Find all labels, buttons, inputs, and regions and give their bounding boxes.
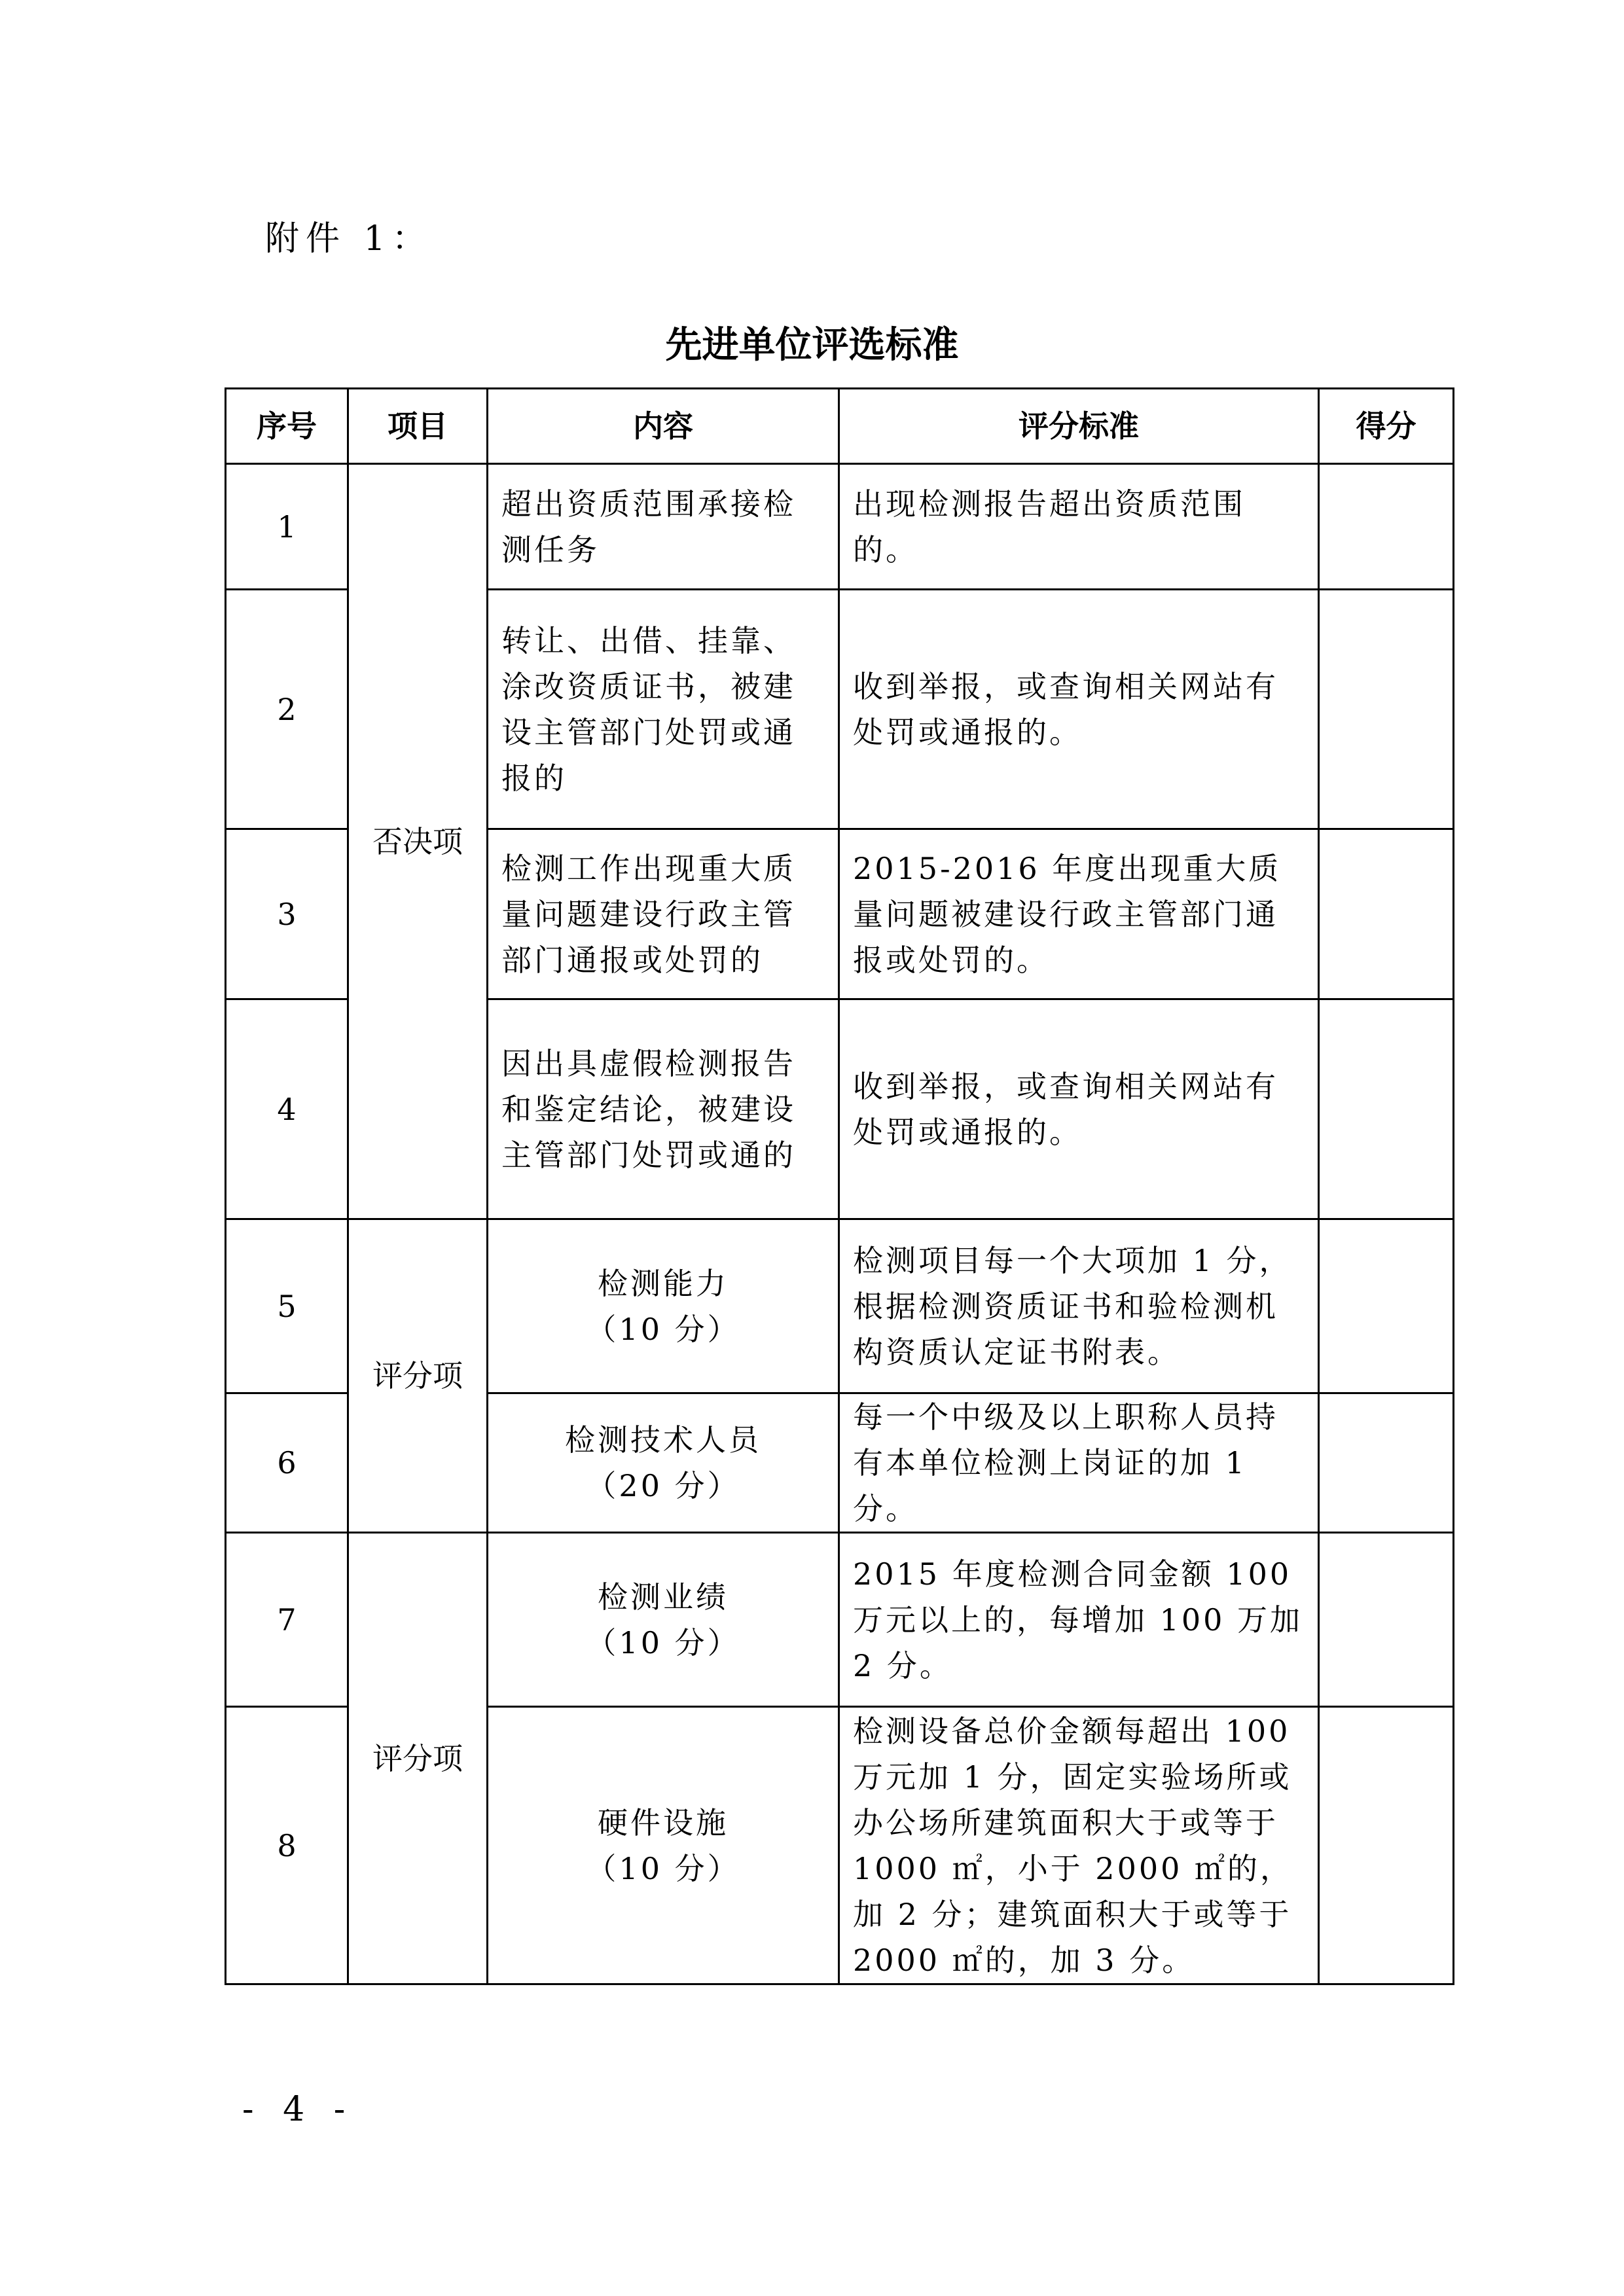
row-standard: 每一个中级及以上职称人员持有本单位检测上岗证的加 1 分。 xyxy=(839,1393,1319,1533)
content-title: 检测业绩 xyxy=(598,1579,729,1615)
content-points: （10 分） xyxy=(586,1850,740,1886)
row-seq: 2 xyxy=(226,590,348,829)
table-row xyxy=(226,1219,1454,1393)
row-content: 检测工作出现重大质量问题建设行政主管部门通报或处罚的 xyxy=(488,829,839,999)
row-seq: 5 xyxy=(226,1219,348,1393)
header-seq: 序号 xyxy=(226,389,348,464)
header-standard: 评分标准 xyxy=(839,389,1319,464)
row-standard: 2015-2016 年度出现重大质量问题被建设行政主管部门通报或处罚的。 xyxy=(839,829,1319,999)
row-standard: 出现检测报告超出资质范围的。 xyxy=(839,464,1319,590)
page-number: - 4 - xyxy=(242,2090,355,2129)
row-seq: 8 xyxy=(226,1707,348,1984)
row-score xyxy=(1319,464,1454,590)
content-title: 检测能力 xyxy=(598,1265,729,1301)
row-standard: 收到举报，或查询相关网站有处罚或通报的。 xyxy=(839,999,1319,1219)
content-points: （10 分） xyxy=(586,1624,740,1660)
row-seq: 3 xyxy=(226,829,348,999)
table-header-row xyxy=(226,389,1454,464)
table-row xyxy=(226,1533,1454,1707)
row-content: 因出具虚假检测报告和鉴定结论，被建设主管部门处罚或通的 xyxy=(488,999,839,1219)
header-content: 内容 xyxy=(488,389,839,464)
category-scoring: 评分项 xyxy=(348,1219,488,1533)
row-seq: 6 xyxy=(226,1393,348,1533)
row-seq: 7 xyxy=(226,1533,348,1707)
content-title: 硬件设施 xyxy=(598,1804,729,1840)
row-score xyxy=(1319,590,1454,829)
header-score: 得分 xyxy=(1319,389,1454,464)
criteria-table xyxy=(225,387,1454,1985)
row-content xyxy=(488,1219,839,1393)
row-seq: 1 xyxy=(226,464,348,590)
row-content xyxy=(488,1707,839,1984)
row-score xyxy=(1319,1533,1454,1707)
document-title: 先进单位评选标准 xyxy=(665,324,959,367)
row-score xyxy=(1319,1393,1454,1533)
row-standard: 2015 年度检测合同金额 100 万元以上的，每增加 100 万加 2 分。 xyxy=(839,1533,1319,1707)
content-title: 检测技术人员 xyxy=(565,1422,761,1458)
row-content xyxy=(488,1533,839,1707)
category-scoring-2: 评分项 xyxy=(348,1533,488,1984)
row-score xyxy=(1319,829,1454,999)
category-veto: 否决项 xyxy=(348,464,488,1219)
row-score xyxy=(1319,1707,1454,1984)
row-standard: 收到举报，或查询相关网站有处罚或通报的。 xyxy=(839,590,1319,829)
row-standard: 检测设备总价金额每超出 100 万元加 1 分，固定实验场所或办公场所建筑面积大于或等于 1000 ㎡，小于 2000 ㎡的，加 2 分；建筑面积大于或等于 2000 ㎡的，加 3 分。 xyxy=(839,1707,1319,1984)
row-content: 超出资质范围承接检测任务 xyxy=(488,464,839,590)
row-standard: 检测项目每一个大项加 1 分，根据检测资质证书和验检测机构资质认定证书附表。 xyxy=(839,1219,1319,1393)
content-points: （20 分） xyxy=(586,1468,740,1503)
attachment-label: 附件 1： xyxy=(265,219,433,259)
row-score xyxy=(1319,999,1454,1219)
header-category: 项目 xyxy=(348,389,488,464)
row-content xyxy=(488,1393,839,1533)
row-score xyxy=(1319,1219,1454,1393)
table-row xyxy=(226,464,1454,590)
row-content: 转让、出借、挂靠、涂改资质证书，被建设主管部门处罚或通报的 xyxy=(488,590,839,829)
row-seq: 4 xyxy=(226,999,348,1219)
content-points: （10 分） xyxy=(586,1311,740,1347)
